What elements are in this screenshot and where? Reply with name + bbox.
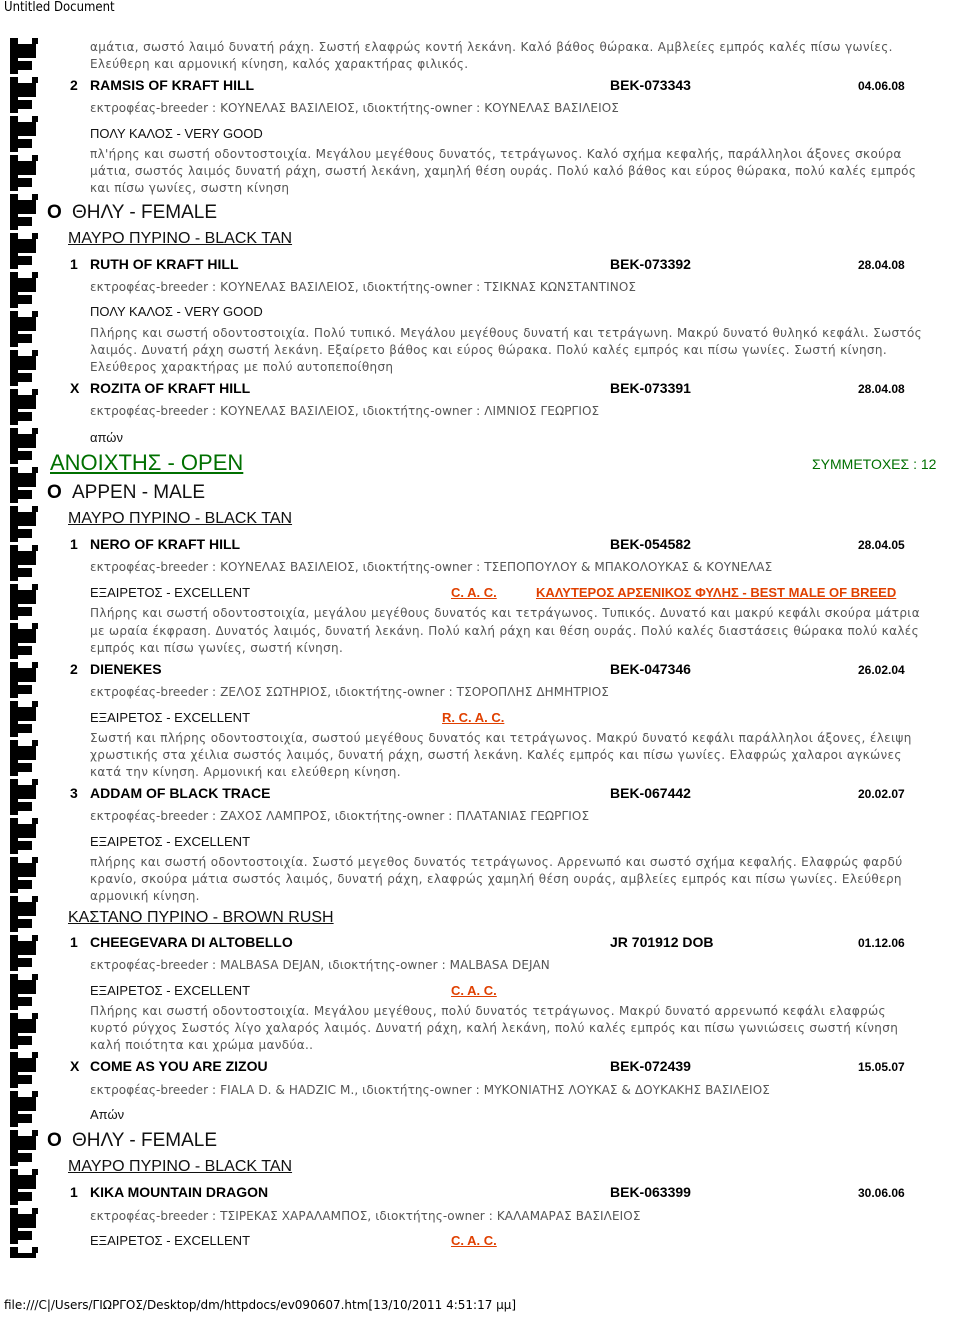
dog-name: COME AS YOU ARE ZIZOU: [90, 1058, 268, 1074]
absent-note: απών: [90, 430, 123, 445]
description-line: με ωραία έκφραση. Δυνατός λαιμός, δυνατή λεκάνη. Πολύ καλή ράχη και θέση ουράς. Πολύ καλές διαστάσεις θώρακα πολύ καλές: [90, 624, 920, 638]
grade: ΕΞΑΙΡΕΤΟΣ - EXCELLENT: [90, 585, 251, 600]
dog-name: RUTH OF KRAFT HILL: [90, 256, 239, 272]
class-heading: ΑΝΟΙΧΤΗΣ - OPEN: [50, 450, 244, 475]
registration-number: BEK-072439: [610, 1058, 691, 1074]
color-heading: ΜΑΥΡΟ ΠΥΡΙΝΟ - BLACK TAN: [68, 510, 293, 527]
award-cac: C. A. C.: [451, 983, 497, 998]
description-line: λαιμός. Δυνατή ράχη σωστή λεκάνη. Εξαίρετο βάθος και εύρος θώρακα. Πολύ καλές εμπρός και πίσω γωνίες. Σωστή κίνηση.: [90, 343, 887, 357]
grade: ΠΟΛΥ ΚΑΛΟΣ - VERY GOOD: [90, 126, 263, 141]
breeder-owner: εκτροφέας-breeder : ΚΟΥΝΕΛΑΣ ΒΑΣΙΛΕΙΟΣ, ιδιοκτήτης-owner : ΚΟΥΝΕΛΑΣ ΒΑΣΙΛΕΙΟΣ: [90, 101, 619, 115]
sex-marker: O: [47, 1130, 62, 1151]
description-line: Πλήρης και σωστή οδοντοστοιχία. Πολύ τυπικό. Μεγάλου μεγέθους δυνατή και τετράγωνη. Μακρύ δυνατό θυληκό κεφάλι. Σωστός: [90, 326, 923, 340]
placement: 1: [70, 536, 78, 552]
color-heading: ΜΑΥΡΟ ΠΥΡΙΝΟ - BLACK TAN: [68, 230, 293, 247]
placement: X: [70, 380, 80, 396]
registration-number: BEK-063399: [610, 1184, 691, 1200]
sex-heading: ΘΗΛΥ - FEMALE: [72, 1130, 218, 1151]
file-path-footer: file:///C|/Users/ΓΙΩΡΓΟΣ/Desktop/dm/httpdocs/ev090607.htm[13/10/2011 4:51:17 μμ]: [4, 1298, 517, 1312]
breeder-owner: εκτροφέας-breeder : ΚΟΥΝΕΛΑΣ ΒΑΣΙΛΕΙΟΣ, ιδιοκτήτης-owner : ΛΙΜΝΙΟΣ ΓΕΩΡΓΙΟΣ: [90, 404, 600, 418]
description-line: αρμονική κίνηση.: [90, 889, 200, 903]
description-line: χρωστικής στα χέιλια σωστός λαιμός, δυνατή ράχη, σωστή λεκάνη. Καλές εμπρός και πίσω γωνίες. Ελαφρώς χαλαροι αγκώνες: [90, 748, 902, 762]
registration-number: BEK-054582: [610, 536, 691, 552]
registration-number: BEK-073392: [610, 256, 691, 272]
registration-number: JR 701912 DOB: [610, 934, 714, 950]
breeder-owner: εκτροφέας-breeder : ΖΑΧΟΣ ΛΑΜΠΡΟΣ, ιδιοκτήτης-owner : ΠΛΑΤΑΝΙΑΣ ΓΕΩΡΓΙΟΣ: [90, 809, 590, 823]
grade: ΕΞΑΙΡΕΤΟΣ - EXCELLENT: [90, 834, 251, 849]
birth-date: 26.02.04: [858, 663, 905, 677]
description-line: πλήρης και σωστή οδοντοστοιχία. Σωστό μεγεθος δυνατός τετράγωνος. Αρρενωπό και σωστό σχήμα κεφαλής. Ελαφρώς φαρδύ: [90, 855, 903, 869]
dog-name: ROZITA OF KRAFT HILL: [90, 380, 251, 396]
description-line: εμπρός και πίσω γωνίες, σωστή κίνηση.: [90, 641, 344, 655]
birth-date: 20.02.07: [858, 787, 905, 801]
birth-date: 01.12.06: [858, 936, 905, 950]
entries-count: ΣΥΜΜΕΤΟΧΕΣ : 12: [812, 456, 937, 472]
breeder-owner: εκτροφέας-breeder : ΚΟΥΝΕΛΑΣ ΒΑΣΙΛΕΙΟΣ, ιδιοκτήτης-owner : ΤΣΙΚΝΑΣ ΚΩΝΣΤΑΝΤΙΝΟΣ: [90, 280, 637, 294]
description-line: Ελεύθερη και αρμονική κίνηση, καλός χαρακτήρας φιλικός.: [90, 57, 469, 71]
award-cac: C. A. C.: [451, 1233, 497, 1248]
placement: 2: [70, 661, 78, 677]
breeder-owner: εκτροφέας-breeder : ΤΣΙΡΕΚΑΣ ΧΑΡΑΛΑΜΠΟΣ, ιδιοκτήτης-owner : ΚΑΛΑΜΑΡΑΣ ΒΑΣΙΛΕΙΟΣ: [90, 1209, 641, 1223]
sex-heading: ΘΗΛΥ - FEMALE: [72, 202, 218, 223]
registration-number: BEK-073343: [610, 77, 691, 93]
placement: 1: [70, 934, 78, 950]
award-cac: C. A. C.: [451, 585, 497, 600]
birth-date: 28.04.05: [858, 538, 905, 552]
absent-note: Απών: [90, 1107, 125, 1122]
description-line: Πλήρης και σωστή οδοντοστοιχία, μεγάλου μεγέθους δυνατός και τετράγωνος. Τυπικός. Δυνατό και μακρύ κεφάλι σκούρα μάτρια: [90, 606, 920, 620]
registration-number: BEK-073391: [610, 380, 691, 396]
description-line: και πίσω γωνίες, σωστη κίνηση: [90, 181, 290, 195]
award-best-male: ΚΑΛΥΤΕΡΟΣ ΑΡΣΕΝΙΚΟΣ ΦΥΛΗΣ - BEST MALE OF BREED: [536, 585, 897, 600]
birth-date: 30.06.06: [858, 1186, 905, 1200]
description-line: πλ'ήρης και σωστή οδοντοστοιχία. Μεγάλου μεγέθους δυνατός, τετράγωνος. Καλό σχήμα κεφαλής, παράλληλοι άξονες σκούρα: [90, 147, 902, 161]
dog-name: RAMSIS OF KRAFT HILL: [90, 77, 255, 93]
placement: 2: [70, 77, 78, 93]
dog-name: NERO OF KRAFT HILL: [90, 536, 241, 552]
grade: ΕΞΑΙΡΕΤΟΣ - EXCELLENT: [90, 1233, 251, 1248]
dog-name: CHEEGEVARA DI ALTOBELLO: [90, 934, 293, 950]
grade: ΠΟΛΥ ΚΑΛΟΣ - VERY GOOD: [90, 304, 263, 319]
breeder-owner: εκτροφέας-breeder : ΖΕΛΟΣ ΣΩΤΗΡΙΟΣ, ιδιοκτήτης-owner : ΤΣΟΡΟΠΛΗΣ ΔΗΜΗΤΡΙΟΣ: [90, 685, 609, 699]
grade: ΕΞΑΙΡΕΤΟΣ - EXCELLENT: [90, 710, 251, 725]
description-line: καλή ποιότητα και χρώμα μανδύα..: [90, 1038, 314, 1052]
breeder-owner: εκτροφέας-breeder : MALBASA DEJAN, ιδιοκτήτης-owner : MALBASA DEJAN: [90, 958, 550, 972]
breeder-owner: εκτροφέας-breeder : ΚΟΥΝΕΛΑΣ ΒΑΣΙΛΕΙΟΣ, ιδιοκτήτης-owner : ΤΣΕΠΟΠΟΥΛΟΥ & ΜΠΑΚΟΛΟΥΚΑΣ & ΚΟΥΝΕΛΑΣ: [90, 560, 773, 574]
placement: 1: [70, 1184, 78, 1200]
dog-name: KIKA MOUNTAIN DRAGON: [90, 1184, 269, 1200]
birth-date: 04.06.08: [858, 79, 905, 93]
description-line: κρανίο, σκούρα μάτια σωστός λαιμός, δυνατή ράχη, ελαφρώς χαμηλή θέση ουράς, αμβλείες εμπρός και πίσω γωνίες. Ελεύθερη: [90, 872, 902, 886]
registration-number: BEK-047346: [610, 661, 691, 677]
registration-number: BEK-067442: [610, 785, 691, 801]
breeder-owner: εκτροφέας-breeder : FIALA D. & HADZIC M., ιδιοκτήτης-owner : ΜΥΚΟΝΙΑΤΗΣ ΛΟΥΚΑΣ & ΔΟΥΚΑΚΗΣ ΒΑΣΙΛΕΙΟΣ: [90, 1083, 770, 1097]
description-line: κυρτό ρύγχος Σωστός λίγο χαλαρός λαιμός. Δυνατή ράχη, καλή λεκάνη, πολύ καλές εμπρός και πίσω γωνιώσεις σωστή κίνηση: [90, 1021, 899, 1035]
description-line: μάτια, σωστός λαιμός δυνατή ράχη, σωστή λεκάνη, χαμηλή θέση ουράς. Πολύ καλό βάθος και εύρος θώρακα, πολύ καλές εμπρός: [90, 164, 917, 178]
window-title: Untitled Document: [4, 0, 115, 15]
award-rcac: R. C. A. C.: [442, 710, 505, 725]
sex-marker: O: [47, 482, 62, 503]
description-line: αμάτια, σωστό λαιμό δυνατή ράχη. Σωστή ελαφρώς κοντή λεκάνη. Καλό βάθος θώρακα. Αμβλείες εμπρός καλές πίσω γωνίες.: [90, 40, 893, 54]
dog-name: ADDAM OF BLACK TRACE: [90, 785, 271, 801]
placement: X: [70, 1058, 80, 1074]
grade: ΕΞΑΙΡΕΤΟΣ - EXCELLENT: [90, 983, 251, 998]
placement: 1: [70, 256, 78, 272]
color-heading: ΜΑΥΡΟ ΠΥΡΙΝΟ - BLACK TAN: [68, 1158, 293, 1175]
description-line: Ελεύθερος χαρακτήρας με πολύ αυτοπεποίθηση: [90, 360, 394, 374]
dog-name: DIENEKES: [90, 661, 162, 677]
placement: 3: [70, 785, 78, 801]
description-line: Σωστή και πλήρης οδοντοστοιχία, σωστού μεγέθους δυνατός και τετράγωνος. Μακρύ δυνατό κεφάλι παράλληλοι άξονες, έλειψη: [90, 731, 912, 745]
birth-date: 28.04.08: [858, 258, 905, 272]
description-line: κατά την κίνηση. Αρμονική και ελεύθερη κίνηση.: [90, 765, 401, 779]
description-line: Πλήρης και σωστή οδοντοστοιχία. Μεγάλου μεγέθους, πολύ δυνατός τετράγωνος. Μακρύ δυνατό αρρενωπό κεφάλι ελαφρώς: [90, 1004, 886, 1018]
sex-marker: O: [47, 202, 62, 223]
sex-heading: ΑΡΡΕΝ - MALE: [72, 482, 206, 503]
birth-date: 28.04.08: [858, 382, 905, 396]
color-heading: ΚΑΣΤΑΝΟ ΠΥΡΙΝΟ - BROWN RUSH: [68, 909, 334, 926]
birth-date: 15.05.07: [858, 1060, 905, 1074]
